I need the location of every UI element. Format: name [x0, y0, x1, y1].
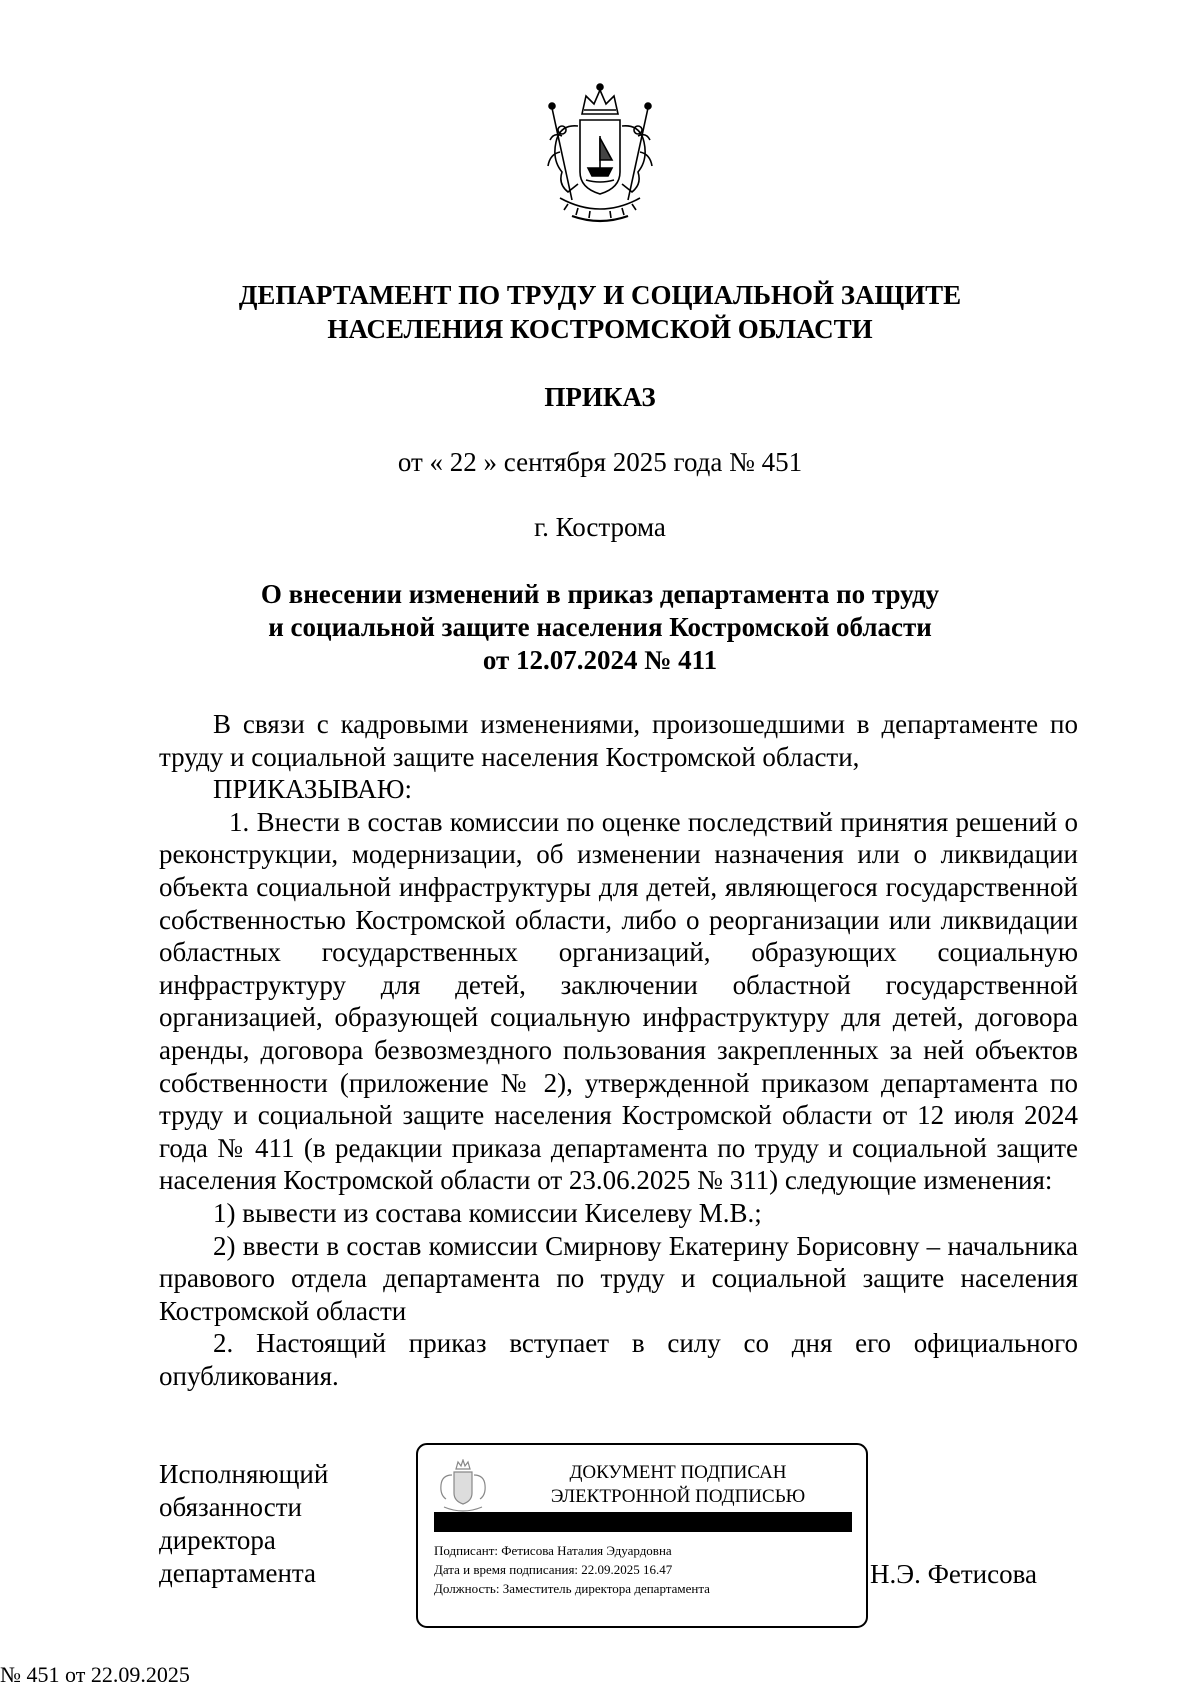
coat-of-arms-icon: [538, 80, 662, 230]
body-item-2: 2. Настоящий приказ вступает в силу со дня его официального опубликования.: [159, 1328, 1078, 1391]
signer-title-line1: Исполняющий: [159, 1459, 329, 1489]
subject-line3: от 12.07.2024 № 411: [482, 645, 718, 675]
signer-title-line3: директора: [159, 1525, 276, 1555]
order-word: ПРИКАЗЫВАЮ:: [213, 774, 412, 805]
stamp-datetime: Дата и время подписания: 22.09.2025 16.47: [434, 1562, 673, 1577]
stamp-heading-line1: ДОКУМЕНТ ПОДПИСАН: [569, 1462, 787, 1483]
document-date: от « 22 » сентября 2025 года № 451: [397, 447, 803, 477]
stamp-position: Должность: Заместитель директора департамента: [434, 1581, 710, 1596]
signer-title: [159, 1458, 328, 1590]
stamp-emblem-icon: [436, 1459, 490, 1515]
stamp-redaction-bar: [434, 1512, 852, 1532]
stamp-info: [434, 1541, 710, 1598]
subject-line2: и социальной защите населения Костромской области: [268, 612, 932, 642]
signer-title-line4: департамента: [159, 1558, 317, 1588]
body-subitem-2: 2) ввести в состав комиссии Смирнову Екатерину Борисовну – начальника правового отдела департамента по труду и социальной защите населения Костромской области: [159, 1230, 1078, 1326]
document-type: ПРИКАЗ: [544, 382, 656, 412]
stamp-heading-line2: ЭЛЕКТРОННОЙ ПОДПИСЬЮ: [550, 1486, 806, 1507]
electronic-signature-stamp: [416, 1443, 868, 1628]
signer-title-line2: обязанности: [159, 1492, 302, 1522]
department-header: [0, 278, 1200, 346]
footer-doc-ref: № 451 от 22.09.2025: [0, 1662, 190, 1687]
body-item-1: 1. Внести в состав комиссии по оценке последствий принятия решений о реконструкции, модернизации, об изменении назначения или о ликвидации объекта социальной инфраструктуры для детей, являющегося государственной собственностью Костромской области, либо о реорганизации или ликвидации областных государственных организаций, образующих социальную инфраструктуру для детей, заключении областной государственной организацией, образующей социальную инфраструктуру для детей, договора аренды, договора безвозмездного пользования закрепленных за ней объектов собственности (приложение № 2), утвержденной приказом департамента по труду и социальной защите населения Костромской области от 12 июля 2024 года № 411 (в редакции приказа департамента по труду и социальной защите населения Костромской области от 23.06.2025 № 311) следующие изменения:: [159, 806, 1078, 1196]
document-subject: [0, 578, 1200, 677]
stamp-signer: Подписант: Фетисова Наталия Эдуардовна: [434, 1543, 672, 1558]
signer-name: Н.Э. Фетисова: [870, 1559, 1037, 1589]
department-name-line2: НАСЕЛЕНИЯ КОСТРОМСКОЙ ОБЛАСТИ: [327, 314, 873, 344]
document-body: [159, 708, 1078, 1392]
body-intro: В связи с кадровыми изменениями, произошедшими в департаменте по труду и социальной защите населения Костромской области,: [159, 709, 1078, 772]
document-city: г. Кострома: [534, 512, 666, 542]
subject-line1: О внесении изменений в приказ департамента по труду: [260, 579, 940, 609]
stamp-heading: [508, 1461, 848, 1509]
department-name-line1: ДЕПАРТАМЕНТ ПО ТРУДУ И СОЦИАЛЬНОЙ ЗАЩИТЕ: [238, 280, 962, 310]
body-subitem-1: 1) вывести из состава комиссии Киселеву М.В.;: [213, 1197, 762, 1228]
